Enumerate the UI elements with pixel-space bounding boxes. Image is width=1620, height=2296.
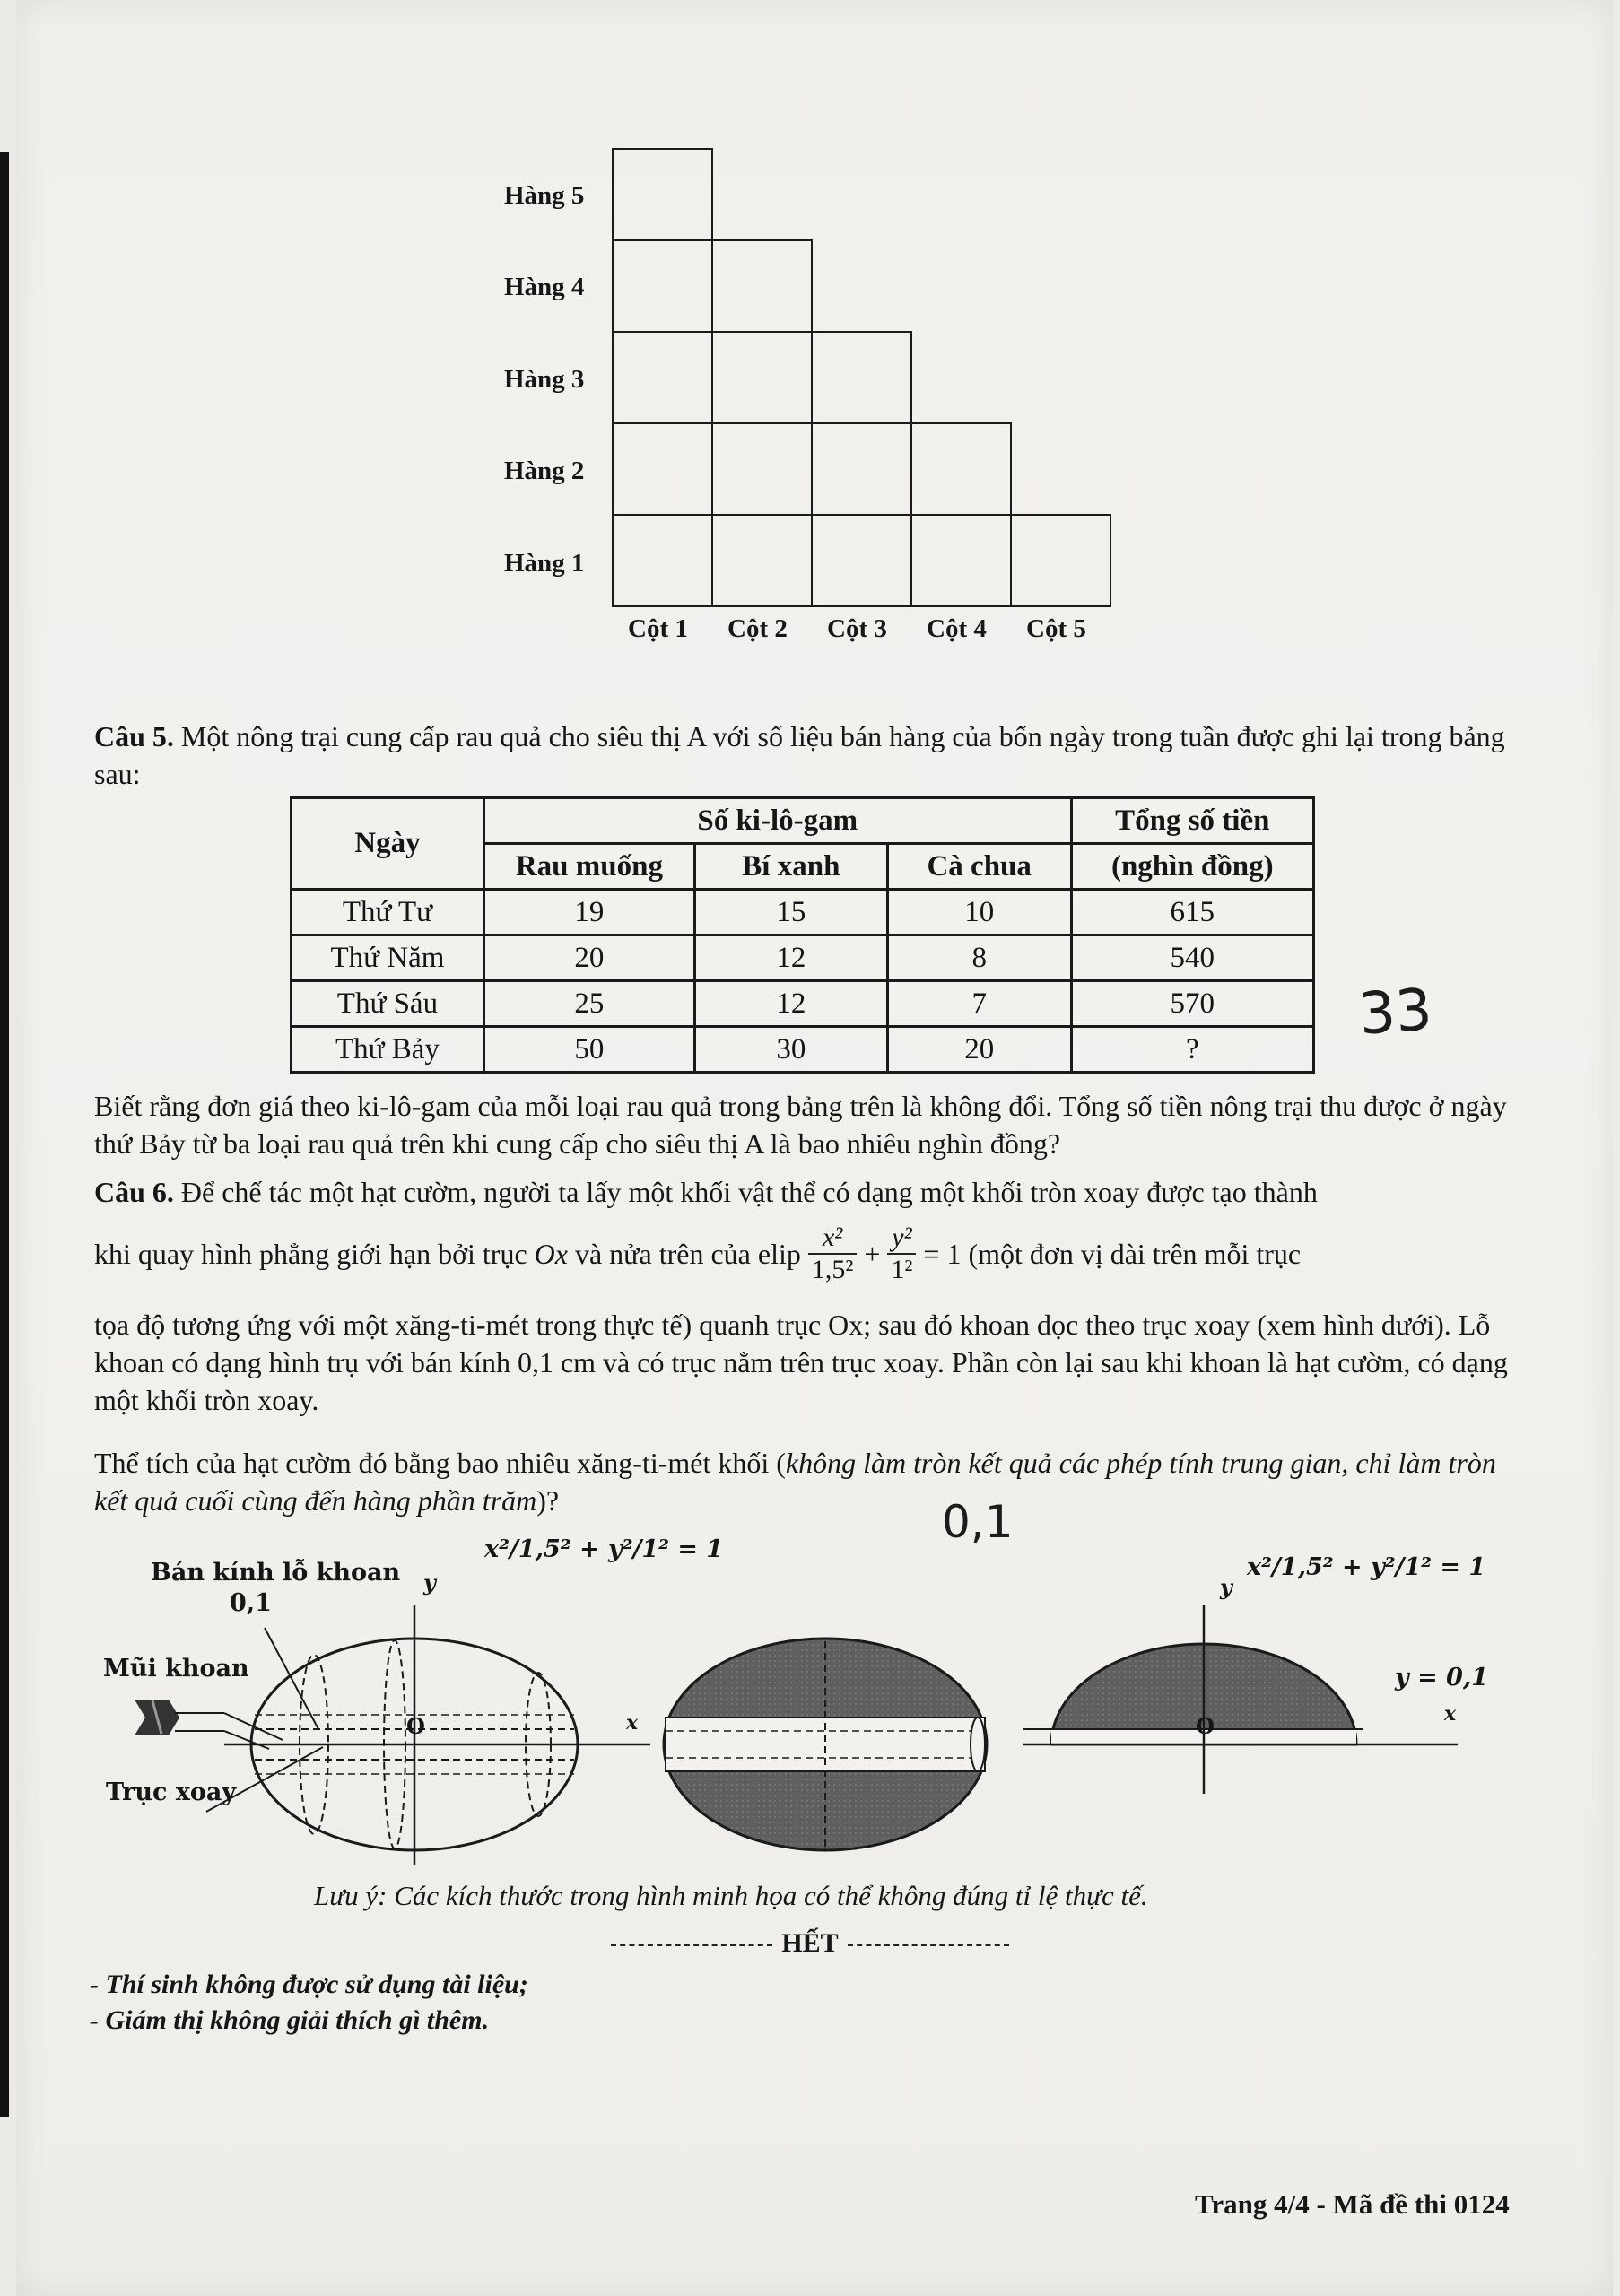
fraction-numerator: y² [887, 1222, 916, 1255]
grid-cell [711, 422, 813, 516]
table-row [292, 981, 1314, 1027]
right-half-ellipse-figure [1023, 1605, 1458, 1794]
end-mark [0, 1928, 1620, 1959]
ellipse-equation-right: x²/1,5² + y²/1² = 1 [1247, 1553, 1486, 1581]
cell-total: 570 [1071, 981, 1313, 1027]
origin-label-right: O [1196, 1713, 1215, 1739]
grid-cell [612, 148, 713, 241]
question-6-ask-text: Thể tích của hạt cườm đó bằng bao nhiêu xăng-ti-mét khối ( [94, 1447, 786, 1479]
question-6-ask-italic: không làm tròn kết quả các phép tính trung gian, chỉ làm tròn kết quả cuối cùng đến hàng phần trăm [94, 1447, 1496, 1517]
question-6-line-1 [94, 1173, 1529, 1211]
sales-table [290, 796, 1315, 1074]
scan-edge [0, 152, 9, 2117]
middle-ellipse-figure [664, 1639, 987, 1850]
cell-day: Thứ Sáu [292, 981, 484, 1027]
plus-sign: + [864, 1238, 881, 1270]
drill-bit-label: Mũi khoan [103, 1655, 249, 1683]
cell-value: 30 [694, 1027, 887, 1073]
row-label-3: Hàng 3 [504, 365, 585, 394]
fraction-denominator: 1,5² [811, 1255, 854, 1284]
question-6-ask [94, 1444, 1529, 1519]
cell-value: 15 [694, 890, 887, 935]
axis-y-label-left: y [423, 1570, 436, 1596]
row-label-4: Hàng 4 [504, 273, 585, 301]
col-label-2: Cột 2 [727, 614, 788, 643]
cell-value: 50 [483, 1027, 694, 1073]
cell-day: Thứ Năm [292, 935, 484, 981]
axis-y-label-right: y [1220, 1574, 1232, 1600]
grid-cell [811, 514, 912, 607]
row-label-1: Hàng 1 [504, 549, 585, 578]
grid-cell [711, 331, 813, 424]
question-6-label: Câu 6. [94, 1176, 174, 1208]
grid-cell [910, 422, 1012, 516]
end-divider-right [848, 1944, 1009, 1946]
cell-value: 19 [483, 890, 694, 935]
header-total-unit: (nghìn đồng) [1071, 844, 1313, 890]
end-text: HẾT [781, 1928, 839, 1958]
question-6-intro: Để chế tác một hạt cườm, người ta lấy một khối vật thể có dạng một khối tròn xoay được tạo thành [180, 1176, 1318, 1208]
axis-x-label-right: x [1444, 1702, 1457, 1726]
grid-cell [711, 514, 813, 607]
header-day: Ngày [292, 798, 484, 890]
col-label-3: Cột 3 [827, 614, 887, 643]
col-label-4: Cột 4 [927, 614, 987, 643]
table-row [292, 1027, 1314, 1073]
col-label-5: Cột 5 [1026, 614, 1086, 643]
origin-label-left: O [406, 1713, 425, 1739]
grid-cell [811, 422, 912, 516]
cell-day: Thứ Tư [292, 890, 484, 935]
figure-note: Lưu ý: Các kích thước trong hình minh họa có thể không đúng tỉ lệ thực tế. [314, 1880, 1148, 1911]
cell-value: 20 [483, 935, 694, 981]
grid-cell [1010, 514, 1111, 607]
grid-cell [612, 331, 713, 424]
footer-note-2: - Giám thị không giải thích gì thêm. [90, 2005, 490, 2035]
cell-value: 12 [694, 935, 887, 981]
fraction-denominator: 1² [891, 1255, 913, 1284]
grid-cell [612, 422, 713, 516]
question-6-ask-end: )? [536, 1484, 560, 1517]
cell-value: 10 [887, 890, 1071, 935]
drill-radius-label: Bán kính lỗ khoan [151, 1559, 401, 1587]
header-kg: Số ki-lô-gam [483, 798, 1071, 844]
cell-day: Thứ Bảy [292, 1027, 484, 1073]
header-item-2: Bí xanh [694, 844, 887, 890]
grid-cell [711, 239, 813, 333]
handwritten-note-33: 33 [1356, 977, 1434, 1048]
question-5-text [94, 718, 1529, 793]
ellipse-equation-left: x²/1,5² + y²/1² = 1 [484, 1535, 724, 1563]
axis-x-label-left: x [626, 1711, 639, 1735]
header-item-3: Cà chua [887, 844, 1071, 890]
grid-cell [910, 514, 1012, 607]
fraction-numerator: x² [808, 1222, 858, 1255]
radius-value: 0,1 [230, 1589, 272, 1617]
question-5-body: Một nông trại cung cấp rau quả cho siêu thị A với số liệu bán hàng của bốn ngày trong tuần được ghi lại trong bảng sau: [94, 720, 1505, 790]
grid-cell [612, 514, 713, 607]
handwritten-note-01: 0,1 [942, 1496, 1014, 1548]
footer-note-1: - Thí sinh không được sử dụng tài liệu; [90, 1970, 528, 1999]
end-divider-left [611, 1944, 772, 1946]
cell-value: 12 [694, 981, 887, 1027]
question-6-text: và nửa trên của elip [574, 1238, 801, 1270]
axis-ox: Ox [534, 1238, 568, 1270]
table-row [292, 935, 1314, 981]
cell-value: 20 [887, 1027, 1071, 1073]
cell-value: 25 [483, 981, 694, 1027]
table-row [292, 890, 1314, 935]
cell-total: 540 [1071, 935, 1313, 981]
grid-cell [612, 239, 713, 333]
ellipse-fraction-x [808, 1222, 858, 1285]
header-item-1: Rau muống [483, 844, 694, 890]
question-6-line-2 [94, 1218, 1565, 1290]
header-total: Tổng số tiền [1071, 798, 1313, 844]
grid-cell [811, 331, 912, 424]
left-ellipse-figure [135, 1605, 650, 1866]
page-footer: Trang 4/4 - Mã đề thi 0124 [1195, 2188, 1510, 2220]
cell-value: 8 [887, 935, 1071, 981]
question-6-body: tọa độ tương ứng với một xăng-ti-mét trong thực tế) quanh trục Ox; sau đó khoan dọc theo trục xoay (xem hình dưới). Lỗ khoan có dạng hình trụ với bán kính 0,1 cm và có trục nằm trên trục xoay. Phần còn lại sau khi khoan là hạt cườm, có dạng một khối tròn xoay. [94, 1309, 1508, 1416]
cell-total: ? [1071, 1027, 1313, 1073]
row-label-2: Hàng 2 [504, 457, 585, 485]
cell-total: 615 [1071, 890, 1313, 935]
line-y-label: y = 0,1 [1395, 1664, 1489, 1692]
question-6-text: khi quay hình phẳng giới hạn bởi trục [94, 1238, 527, 1270]
question-6-text: (một đơn vị dài trên mỗi trục [968, 1238, 1302, 1270]
question-5-label: Câu 5. [94, 720, 174, 752]
col-label-1: Cột 1 [628, 614, 688, 643]
cell-value: 7 [887, 981, 1071, 1027]
rotation-axis-label: Trục xoay [106, 1779, 237, 1806]
equals-one: = 1 [923, 1238, 962, 1270]
row-label-5: Hàng 5 [504, 181, 585, 210]
question-5-ask: Biết rằng đơn giá theo ki-lô-gam của mỗi loại rau quả trong bảng trên là không đổi. Tổng số tiền nông trại thu được ở ngày thứ Bảy từ ba loại rau quả trên khi cung cấp cho siêu thị A là bao nhiêu nghìn đồng? [94, 1090, 1507, 1160]
ellipse-fraction-y [887, 1222, 916, 1285]
